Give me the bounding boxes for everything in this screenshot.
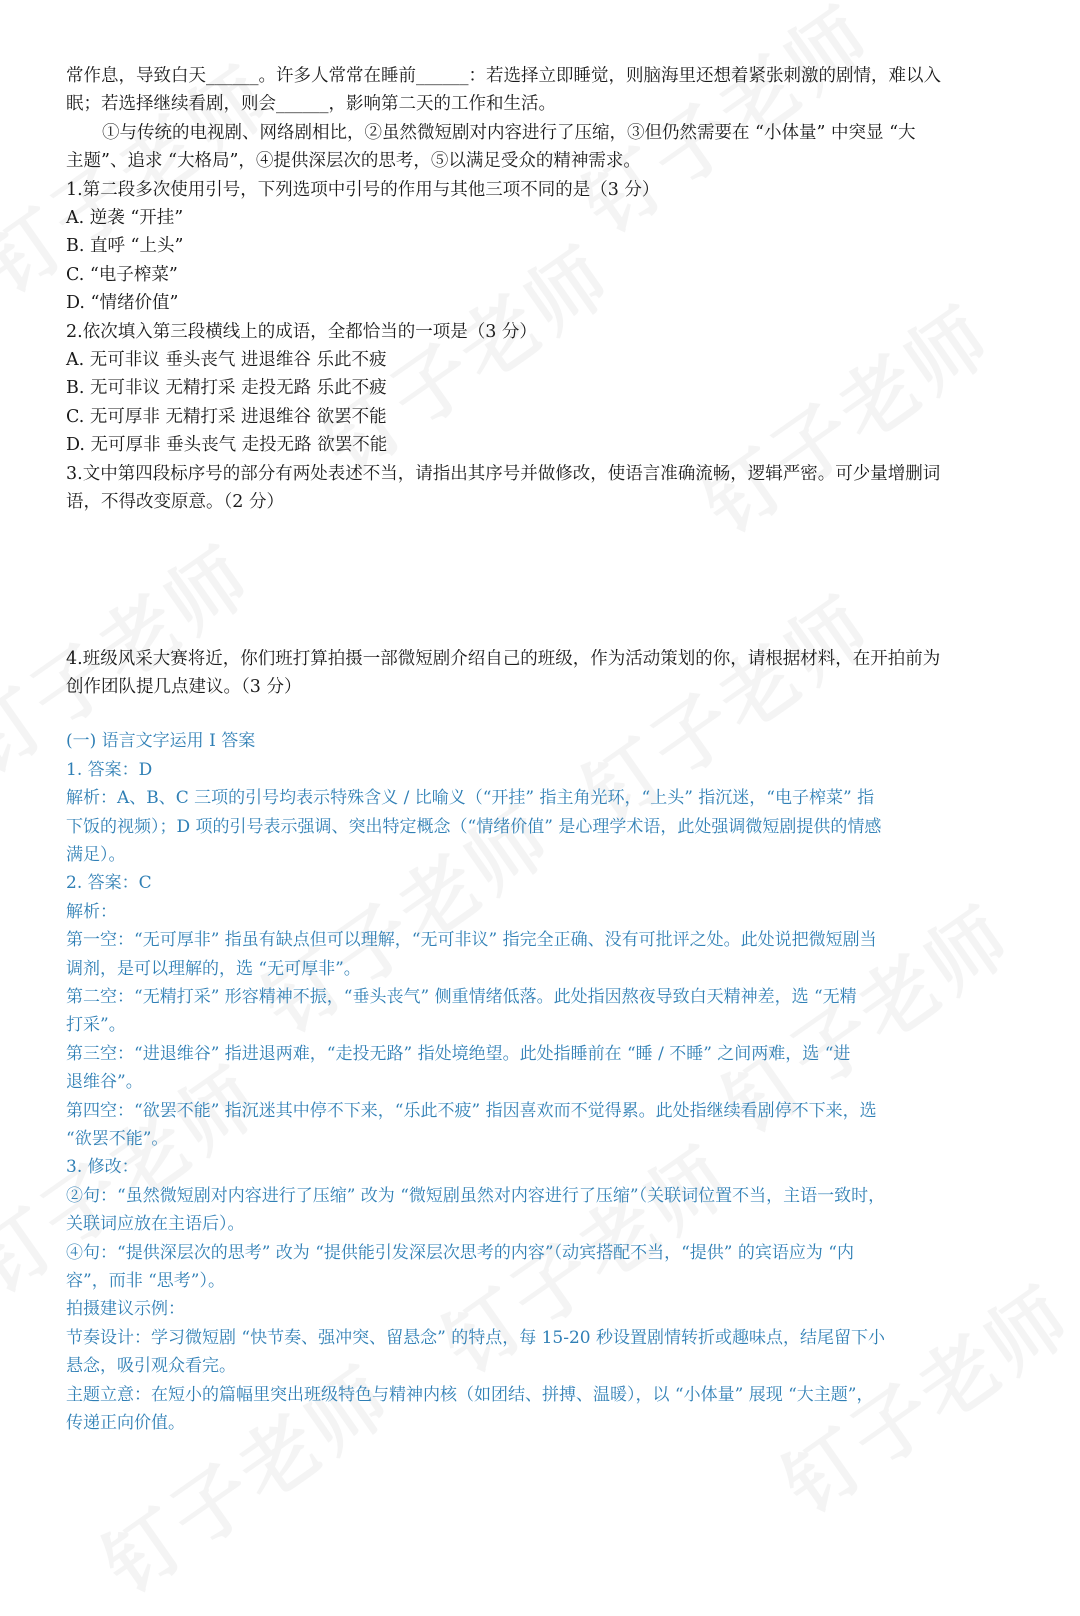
question-2-option-a: A. 无可非议 垂头丧气 进退维谷 乐此不疲 (66, 350, 387, 371)
answer-line: 满足）。 (66, 844, 126, 865)
question-1-option-c: C. “电子榨菜” (66, 264, 178, 285)
answer-line: 节奏设计：学习微短剧 “快节奏、强冲突、留悬念” 的特点，每 15-20 秒设置剧情转折或趣味点，结尾留下小 (66, 1327, 886, 1348)
answer-section (66, 727, 1016, 1437)
answer-line: 传递正向价值。 (66, 1413, 185, 1434)
answer-space (66, 517, 1016, 645)
answer-line: 关联词应放在主语后）。 (66, 1214, 245, 1235)
answer-line: 调剂，是可以理解的，选 “无可厚非”。 (66, 958, 361, 979)
answer-line: 打采”。 (66, 1015, 126, 1036)
answer-line: 第二空：“无精打采” 形容精神不振，“垂头丧气” 侧重情绪低落。此处指因熬夜导致白天精神差，选 “无精 (66, 986, 857, 1007)
question-2-option-c: C. 无可厚非 无精打采 进退维谷 欲罢不能 (66, 406, 387, 427)
passage-paragraph-4-line: 主题”、追求 “大格局”，④提供深层次的思考，⑤以满足受众的精神需求。 (66, 151, 641, 172)
answer-line: 解析： (66, 901, 117, 922)
question-3-stem: 3.文中第四段标序号的部分有两处表述不当，请指出其序号并做修改，使语言准确流畅，逻辑严密。可少量增删词 (66, 463, 941, 484)
answer-line: 退维谷”。 (66, 1072, 143, 1093)
answer-line: ④句：“提供深层次的思考” 改为 “提供能引发深层次思考的内容”（动宾搭配不当，“提供” 的宾语应为 “内 (66, 1242, 854, 1263)
answer-line: 第一空：“无可厚非” 指虽有缺点但可以理解，“无可非议” 指完全正确、没有可批评之处。此处说把微短剧当 (66, 930, 877, 951)
answer-line: 主题立意：在短小的篇幅里突出班级特色与精神内核（如团结、拼搏、温暖），以 “小体量” 展现 “大主题”， (66, 1384, 874, 1405)
answer-lines (66, 756, 1016, 1438)
question-4-stem: 创作团队提几点建议。（3 分） (66, 676, 302, 697)
answer-line: 第四空：“欲罢不能” 指沉迷其中停不下来，“乐此不疲” 指因喜欢而不觉得累。此处指继续看剧停不下来，选 (66, 1100, 877, 1121)
question-4-stem: 4.班级风采大赛将近，你们班打算拍摄一部微短剧介绍自己的班级，作为活动策划的你，请根据材料，在开拍前为 (66, 648, 941, 669)
question-2-stem: 2.依次填入第三段横线上的成语，全都恰当的一项是（3 分） (66, 321, 537, 342)
question-1-stem: 1.第二段多次使用引号，下列选项中引号的作用与其他三项不同的是（3 分） (66, 179, 660, 200)
question-2-option-b: B. 无可非议 无精打采 走投无路 乐此不疲 (66, 378, 387, 399)
answer-line: 解析：A、B、C 三项的引号均表示特殊含义 / 比喻义（“开挂” 指主角光环，“上头” 指沉迷，“电子榨菜” 指 (66, 788, 875, 809)
passage-paragraph-3-line: 常作息，导致白天______。许多人常常在睡前______：若选择立即睡觉，则脑海里还想着紧张刺激的剧情，难以入 (66, 66, 941, 86)
document-page (66, 62, 1016, 1437)
question-1-option-d: D. “情绪价值” (66, 293, 179, 314)
question-1-option-a: A. 逆袭 “开挂” (66, 208, 184, 229)
passage-paragraph-3-line: 眠；若选择继续看剧，则会______，影响第二天的工作和生活。 (66, 94, 556, 115)
answer-line: 2. 答案：C (66, 873, 152, 894)
question-2-option-d: D. 无可厚非 垂头丧气 走投无路 欲罢不能 (66, 435, 388, 456)
answer-line: 第三空：“进退维谷” 指进退两难，“走投无路” 指处境绝望。此处指睡前在 “睡 / 不睡” 之间两难，选 “进 (66, 1043, 851, 1064)
answer-line: “欲罢不能”。 (66, 1129, 169, 1149)
answer-line: 3. 修改： (66, 1157, 139, 1178)
answer-line: 容”，而非 “思考”）。 (66, 1271, 225, 1292)
answer-section-title: (一) 语言文字运用 Ⅰ 答案 (66, 731, 256, 752)
answer-line: 1. 答案：D (66, 759, 153, 780)
question-3-stem: 语，不得改变原意。（2 分） (66, 492, 284, 513)
answer-line: 拍摄建议示例： (66, 1299, 185, 1320)
question-1-option-b: B. 直呼 “上头” (66, 236, 184, 257)
answer-line: 悬念，吸引观众看完。 (66, 1356, 236, 1377)
passage-paragraph-4-line: ①与传统的电视剧、网络剧相比，②虽然微短剧对内容进行了压缩，③但仍然需要在 “小体量” 中突显 “大 (102, 122, 916, 143)
answer-line: 下饭的视频）；D 项的引号表示强调、突出特定概念（“情绪价值” 是心理学术语，此处强调微短剧提供的情感 (66, 816, 882, 837)
answer-line: ②句：“虽然微短剧对内容进行了压缩” 改为 “微短剧虽然对内容进行了压缩”（关联词位置不当，主语一致时， (66, 1185, 886, 1206)
